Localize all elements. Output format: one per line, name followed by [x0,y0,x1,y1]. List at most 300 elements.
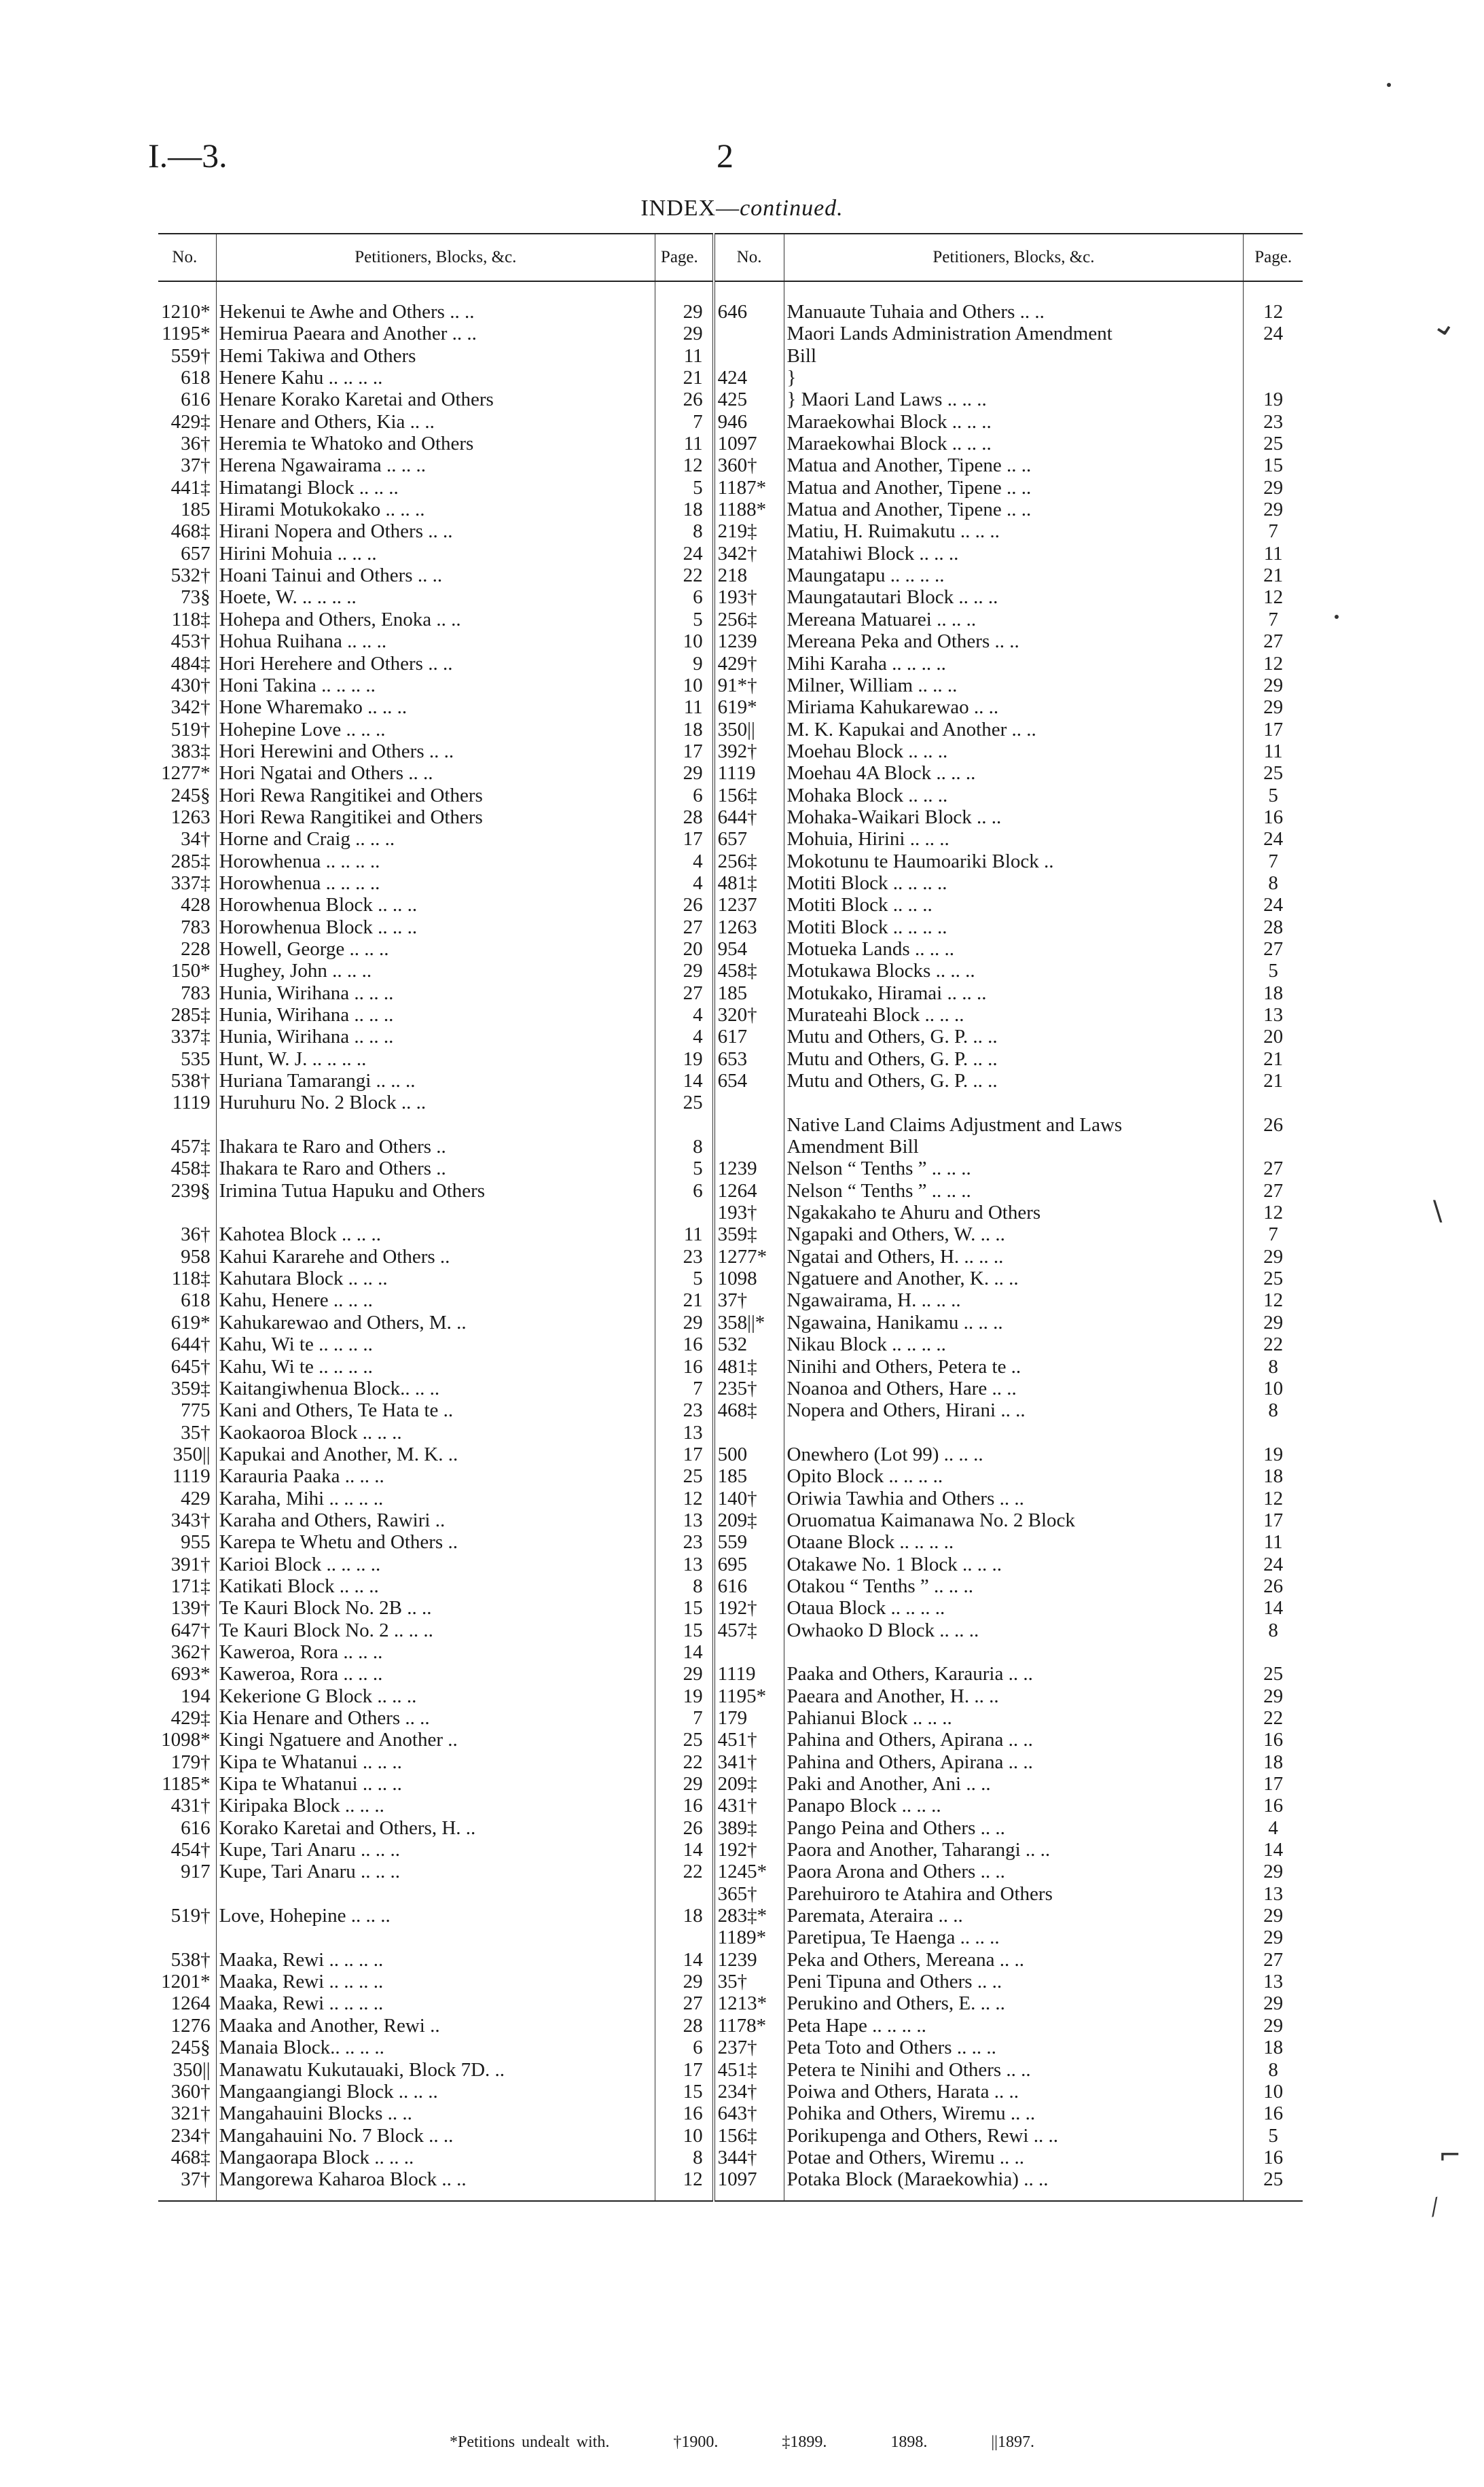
left-entry-name: Katikati Block .. .. .. [216,1575,655,1597]
right-entry-no: 1239 [714,1158,784,1179]
table-row [158,1905,1303,1927]
table-row [158,433,1303,454]
right-entry-no: 1245* [714,1861,784,1882]
left-entry-page: 14 [655,1839,714,1861]
right-entry-no: 617 [714,1026,784,1048]
left-entry-no: 228 [181,937,211,960]
left-entry-page: 18 [655,499,714,520]
left-entry-page: 10 [655,630,714,652]
right-entry-name: Nelson “ Tenths ” .. .. .. [784,1158,1244,1179]
table-row [158,1883,1303,1905]
left-entry-page: 26 [655,894,714,916]
right-entry-no: 643† [714,2103,784,2124]
right-entry-no [714,1641,784,1663]
right-entry-name: Porikupenga and Others, Rewi .. .. [784,2125,1244,2147]
left-entry-name: Kahukarewao and Others, M. .. [216,1312,655,1334]
right-entry-no [714,345,784,367]
left-entry-page: 8 [655,2147,714,2168]
right-entry-no [714,323,784,344]
table-row [158,938,1303,960]
right-entry-page: 26 [1244,1575,1303,1597]
left-entry-no: 1119 [172,1465,211,1488]
table-row [158,1620,1303,1641]
right-entry-no: 283‡* [714,1905,784,1927]
right-entry-no: 219‡ [714,520,784,542]
left-entry-no: 1195* [162,323,211,345]
right-entry-page: 8 [1244,1399,1303,1421]
left-entry-no: 430† [170,674,211,696]
right-entry-name: Owhaoko D Block .. .. .. [784,1620,1244,1641]
right-entry-name: Otakawe No. 1 Block .. .. .. [784,1554,1244,1575]
left-entry-name: Hunia, Wirihana .. .. .. [216,982,655,1004]
right-entry-name: Native Land Claims Adjustment and Laws [784,1114,1244,1136]
right-entry-no: 37† [714,1289,784,1311]
left-entry-no: 468‡ [170,520,211,543]
left-entry-no: 321† [170,2103,211,2125]
table-row [158,1773,1303,1795]
table-row [158,1751,1303,1773]
left-entry-name: Ihakara te Raro and Others .. [216,1136,655,1158]
right-entry-name: Perukino and Others, E. .. .. [784,1992,1244,2014]
left-entry-page: 26 [655,389,714,410]
table-header-row [158,234,1303,281]
right-entry-page: 8 [1244,1620,1303,1641]
left-entry-name: Maaka, Rewi .. .. .. .. [216,1949,655,1971]
right-entry-no: 646 [714,301,784,323]
left-entry-no: 150* [170,960,211,982]
right-entry-page: 13 [1244,1883,1303,1905]
table-row [158,2103,1303,2124]
right-entry-name: Matua and Another, Tipene .. .. [784,454,1244,476]
left-entry-no: 185 [181,499,211,521]
margin-dot [1387,83,1391,87]
table-row [158,2059,1303,2081]
left-entry-page: 6 [655,2037,714,2058]
left-entry-name [216,1114,655,1136]
right-entry-name [784,1092,1244,1113]
left-entry-no: 35† [181,1421,211,1444]
left-entry-name: Korako Karetai and Others, H. .. [216,1817,655,1839]
right-entry-name: Otaua Block .. .. .. .. [784,1597,1244,1619]
left-entry-name: Te Kauri Block No. 2B .. .. [216,1597,655,1619]
right-entry-page: 27 [1244,1949,1303,1971]
table-row [158,1531,1303,1553]
col-header-page-left: Page. [655,234,714,281]
right-entry-no: 1213* [714,1992,784,2014]
left-entry-page: 26 [655,1817,714,1839]
table-row [158,411,1303,433]
right-entry-name: Paremata, Ateraira .. .. [784,1905,1244,1927]
right-entry-page [1244,1092,1303,1113]
right-entry-name: Mohaka-Waikari Block .. .. [784,806,1244,828]
right-entry-no: 1189* [714,1927,784,1948]
left-entry-page: 13 [655,1554,714,1575]
table-row [158,894,1303,916]
right-entry-no: 425 [714,389,784,410]
table-row [158,851,1303,872]
left-entry-name: Hunia, Wirihana .. .. .. [216,1004,655,1026]
left-entry-page [655,1883,714,1905]
left-entry-name: Hohepine Love .. .. .. [216,719,655,740]
right-entry-name: Paora and Another, Taharangi .. .. [784,1839,1244,1861]
left-entry-no: 1264 [170,1992,211,2015]
right-entry-name: Ngawaina, Hanikamu .. .. .. [784,1312,1244,1334]
left-entry-no: 519† [170,718,211,740]
left-entry-name: Manawatu Kukutauaki, Block 7D. .. [216,2059,655,2081]
right-entry-name: Opito Block .. .. .. .. [784,1465,1244,1487]
footnote-1899: ‡1899. [782,2433,827,2451]
left-entry-page: 13 [655,1509,714,1531]
right-entry-name: Mihi Karaha .. .. .. .. [784,653,1244,675]
footnote-1898: 1898. [890,2433,928,2451]
table-row [158,1509,1303,1531]
left-entry-page: 5 [655,1158,714,1179]
right-entry-page: 25 [1244,433,1303,454]
right-entry-name: Maungatapu .. .. .. .. [784,565,1244,586]
right-entry-page: 27 [1244,1158,1303,1179]
left-entry-name: Hunt, W. J. .. .. .. .. [216,1048,655,1070]
right-entry-no: 451‡ [714,2059,784,2081]
left-entry-name: Karaha, Mihi .. .. .. .. [216,1488,655,1509]
left-entry-no: 1098* [161,1729,211,1751]
right-entry-no: 156‡ [714,2125,784,2147]
left-entry-page: 5 [655,609,714,630]
table-row [158,1444,1303,1465]
table-row [158,609,1303,630]
right-entry-page: 12 [1244,653,1303,675]
left-entry-name: Hekenui te Awhe and Others .. .. [216,301,655,323]
table-row [158,1861,1303,1882]
right-entry-page [1244,1422,1303,1444]
right-entry-page: 29 [1244,2015,1303,2037]
right-entry-no: 341† [714,1751,784,1773]
right-entry-name: Motueka Lands .. .. .. [784,938,1244,960]
right-entry-page: 29 [1244,1927,1303,1948]
left-entry-name: Hughey, John .. .. .. [216,960,655,982]
right-entry-name: Paeara and Another, H. .. .. [784,1685,1244,1707]
left-entry-page: 28 [655,806,714,828]
left-entry-no: 1263 [170,806,211,828]
left-entry-name: Kahu, Wi te .. .. .. .. [216,1334,655,1355]
right-entry-page: 16 [1244,1729,1303,1751]
right-entry-no: 359‡ [714,1223,784,1245]
left-entry-page: 22 [655,1861,714,1882]
left-entry-name: Herena Ngawairama .. .. .. [216,454,655,476]
right-entry-page: 24 [1244,894,1303,916]
right-entry-no: 185 [714,982,784,1004]
right-entry-name: Maraekowhai Block .. .. .. [784,411,1244,433]
right-entry-no: 654 [714,1070,784,1092]
left-entry-no: 194 [181,1685,211,1707]
left-entry-page: 14 [655,1949,714,1971]
right-entry-name: Maungatautari Block .. .. .. [784,586,1244,608]
table-row [158,1817,1303,1839]
right-entry-page: 5 [1244,960,1303,982]
right-entry-name: Panapo Block .. .. .. [784,1795,1244,1817]
right-entry-page: 12 [1244,1289,1303,1311]
right-entry-page: 29 [1244,477,1303,499]
left-entry-no: 239§ [170,1179,211,1202]
right-entry-name: Poiwa and Others, Harata .. .. [784,2081,1244,2103]
right-entry-name: Mereana Peka and Others .. .. [784,630,1244,652]
right-entry-page: 17 [1244,719,1303,740]
right-entry-no: 192† [714,1839,784,1861]
right-entry-no [714,1136,784,1158]
left-entry-page: 16 [655,1334,714,1355]
right-entry-no: 209‡ [714,1773,784,1795]
left-entry-name: Maaka, Rewi .. .. .. .. [216,1992,655,2014]
right-entry-name: Murateahi Block .. .. .. [784,1004,1244,1026]
table-row [158,1641,1303,1663]
table-row [158,916,1303,938]
left-entry-page: 10 [655,2125,714,2147]
table-row [158,785,1303,806]
left-entry-no: 360† [170,2080,211,2103]
right-entry-no: 1195* [714,1685,784,1707]
index-body [158,281,1303,2201]
right-entry-page: 29 [1244,1992,1303,2014]
left-entry-name: Hoete, W. .. .. .. .. [216,586,655,608]
table-row [158,2168,1303,2190]
left-entry-no: 644† [170,1334,211,1356]
footnote-1897: ||1897. [991,2433,1034,2451]
left-entry-page: 17 [655,2059,714,2081]
left-entry-page: 18 [655,1905,714,1927]
right-entry-no: 218 [714,565,784,586]
right-entry-no: 91*† [714,675,784,696]
table-row [158,1971,1303,1992]
left-entry-name: Kupe, Tari Anaru .. .. .. [216,1861,655,1882]
right-entry-no: 185 [714,1465,784,1487]
page-number: 2 [717,137,734,175]
left-entry-no: 429‡ [170,1707,211,1729]
left-entry-no: 342† [170,696,211,719]
right-entry-name: Matahiwi Block .. .. .. [784,543,1244,565]
right-entry-page: 10 [1244,2081,1303,2103]
right-entry-no: 1098 [714,1268,784,1289]
col-header-no-left: No. [158,234,216,281]
left-entry-no: 917 [181,1861,211,1883]
right-entry-page: 7 [1244,520,1303,542]
spacer-cell [655,2191,714,2201]
left-entry-name: Karepa te Whetu and Others .. [216,1531,655,1553]
left-entry-no [158,1883,216,1905]
left-entry-name: Kahui Kararehe and Others .. [216,1246,655,1268]
right-entry-name: Motukako, Hiramai .. .. .. [784,982,1244,1004]
left-entry-page: 23 [655,1399,714,1421]
left-entry-no: 429‡ [170,410,211,433]
right-entry-name: Moehau Block .. .. .. [784,740,1244,762]
left-entry-page: 22 [655,1751,714,1773]
right-entry-no: 209‡ [714,1509,784,1531]
right-entry-page: 20 [1244,1026,1303,1048]
left-entry-no: 37† [181,2168,211,2191]
left-entry-no: 775 [181,1399,211,1422]
right-entry-page: 29 [1244,499,1303,520]
left-entry-page: 9 [655,653,714,675]
table-row [158,740,1303,762]
left-entry-no: 535 [181,1048,211,1070]
right-entry-no: 365† [714,1883,784,1905]
left-entry-page: 8 [655,1575,714,1597]
left-entry-name: Karaha and Others, Rawiri .. [216,1509,655,1531]
left-entry-name: Maaka, Rewi .. .. .. .. [216,1971,655,1992]
right-entry-page: 23 [1244,411,1303,433]
right-entry-page: 13 [1244,1971,1303,1992]
right-entry-name: M. K. Kapukai and Another .. .. [784,719,1244,740]
right-entry-no: 1119 [714,762,784,784]
left-entry-page: 27 [655,982,714,1004]
left-entry-name: Howell, George .. .. .. [216,938,655,960]
right-entry-page: 8 [1244,2059,1303,2081]
spacer-cell [1244,2191,1303,2201]
left-entry-page: 25 [655,1465,714,1487]
left-entry-page: 12 [655,454,714,476]
right-entry-name: Maori Lands Administration Amendment [784,323,1244,344]
left-entry-page: 29 [655,1971,714,1992]
right-entry-name: Matua and Another, Tipene .. .. [784,499,1244,520]
left-entry-no: 657 [181,542,211,565]
footnote-undealt: *Petitions undealt with. [450,2433,610,2451]
left-entry-page: 11 [655,433,714,454]
left-entry-name: Henere Kahu .. .. .. .. [216,367,655,389]
left-entry-name: Mangaangiangi Block .. .. .. [216,2081,655,2103]
left-entry-name: Hone Wharemako .. .. .. [216,696,655,718]
right-entry-no: 1237 [714,894,784,916]
right-entry-no: 481‡ [714,872,784,894]
left-entry-page: 4 [655,1004,714,1026]
left-entry-page: 11 [655,696,714,718]
left-entry-name: Kia Henare and Others .. .. [216,1707,655,1729]
right-entry-name: Paretipua, Te Haenga .. .. .. [784,1927,1244,1948]
left-entry-page: 29 [655,301,714,323]
right-entry-no: 424 [714,367,784,389]
left-entry-page: 27 [655,916,714,938]
right-entry-name: Mokotunu te Haumoariki Block .. [784,851,1244,872]
left-entry-no: 359‡ [170,1377,211,1399]
left-entry-page: 10 [655,675,714,696]
left-entry-name: Hori Ngatai and Others .. .. [216,762,655,784]
right-entry-page: 14 [1244,1839,1303,1861]
right-entry-name: Pohika and Others, Wiremu .. .. [784,2103,1244,2124]
left-entry-no: 337‡ [170,872,211,894]
table-row [158,1136,1303,1158]
left-entry-page: 15 [655,2081,714,2103]
left-entry-page: 29 [655,960,714,982]
table-row [158,1334,1303,1355]
right-entry-no: 350|| [714,719,784,740]
left-entry-name: Kahu, Henere .. .. .. [216,1289,655,1311]
left-entry-page: 15 [655,1620,714,1641]
left-entry-page: 29 [655,1663,714,1685]
right-entry-no [714,1114,784,1136]
left-entry-no: 538† [170,1070,211,1092]
table-row [158,982,1303,1004]
left-entry-no: 285‡ [170,850,211,872]
left-entry-no: 519† [170,1905,211,1927]
right-entry-no: 1097 [714,2168,784,2190]
right-entry-page: 7 [1244,851,1303,872]
right-entry-name: Nopera and Others, Hirani .. .. [784,1399,1244,1421]
right-entry-page: 22 [1244,1334,1303,1355]
left-entry-name: Mangahauini No. 7 Block .. .. [216,2125,655,2147]
table-row [158,1114,1303,1136]
right-entry-no: 344† [714,2147,784,2168]
left-entry-no: 350|| [173,1443,211,1465]
right-entry-no: 342† [714,543,784,565]
right-entry-name: Paaka and Others, Karauria .. .. [784,1663,1244,1685]
right-entry-name: Parehuiroro te Atahira and Others [784,1883,1244,1905]
table-row [158,1092,1303,1113]
left-entry-no: 179† [170,1751,211,1773]
right-entry-no: 532 [714,1334,784,1355]
right-entry-no: 1239 [714,1949,784,1971]
left-entry-no: 647† [170,1619,211,1641]
index-table [158,233,1303,2202]
table-row [158,1992,1303,2014]
right-entry-name: } Maori Land Laws .. .. .. [784,389,1244,410]
left-entry-no: 454† [170,1839,211,1861]
table-row [158,389,1303,410]
right-entry-page: 10 [1244,1378,1303,1399]
right-entry-name: Peni Tipuna and Others .. .. [784,1971,1244,1992]
right-entry-no: 193† [714,1202,784,1223]
right-entry-page: 18 [1244,2037,1303,2058]
left-entry-page: 8 [655,1136,714,1158]
right-entry-page: 8 [1244,872,1303,894]
right-entry-name: Mutu and Others, G. P. .. .. [784,1048,1244,1070]
table-row [158,345,1303,367]
right-entry-page: 12 [1244,301,1303,323]
left-entry-no: 484‡ [170,652,211,675]
left-entry-no [158,1202,216,1223]
table-row [158,543,1303,565]
table-row [158,1378,1303,1399]
left-entry-name: Mangaorapa Block .. .. .. [216,2147,655,2168]
table-row [158,1949,1303,1971]
left-entry-no: 245§ [170,2037,211,2059]
table-row [158,2037,1303,2058]
right-entry-name: Otakou “ Tenths ” .. .. .. [784,1575,1244,1597]
left-entry-page: 29 [655,1773,714,1795]
right-entry-no: 644† [714,806,784,828]
table-row [158,1356,1303,1378]
right-entry-no: 235† [714,1378,784,1399]
left-entry-no: 362† [170,1641,211,1663]
left-entry-no: 34† [181,828,211,851]
left-entry-name: Huruhuru No. 2 Block .. .. [216,1092,655,1113]
right-entry-name: Mutu and Others, G. P. .. .. [784,1026,1244,1048]
spacer-cell [216,2191,655,2201]
table-row [158,2015,1303,2037]
left-entry-page: 23 [655,1531,714,1553]
left-entry-no: 36† [181,1223,211,1246]
table-row [158,1268,1303,1289]
right-entry-page: 18 [1244,1751,1303,1773]
left-entry-name: Maaka and Another, Rewi .. [216,2015,655,2037]
left-entry-page: 13 [655,1422,714,1444]
left-entry-name: Hirami Motukokako .. .. .. [216,499,655,520]
right-entry-name [784,1422,1244,1444]
left-entry-no: 285‡ [170,1004,211,1026]
left-entry-no: 955 [181,1531,211,1554]
left-entry-page: 4 [655,872,714,894]
left-entry-name: Love, Hohepine .. .. .. [216,1905,655,1927]
right-entry-name: Mohaka Block .. .. .. [784,785,1244,806]
left-entry-no: 453† [170,630,211,653]
left-entry-page: 29 [655,762,714,784]
left-entry-page: 28 [655,2015,714,2037]
